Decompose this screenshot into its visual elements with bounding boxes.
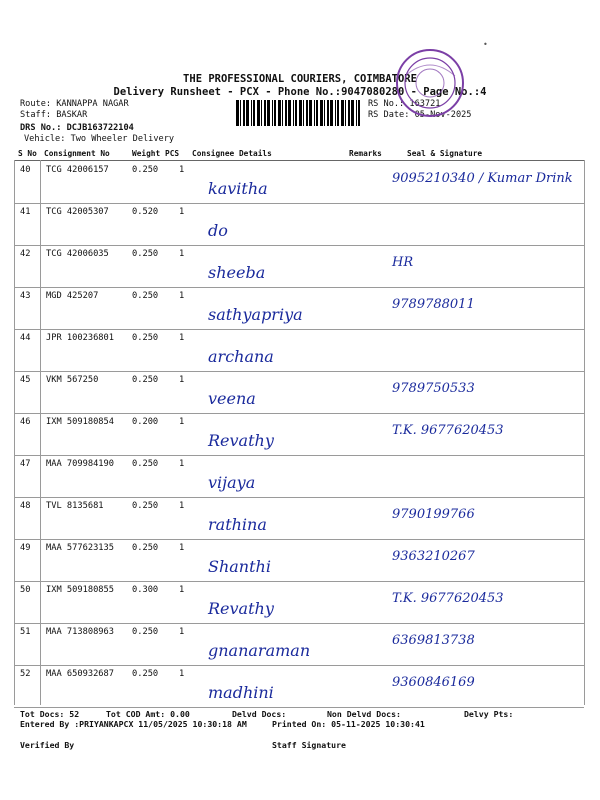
row-weight: 0.250 xyxy=(132,165,159,175)
row-sno: 46 xyxy=(20,417,31,427)
staff-label: Staff: BASKAR xyxy=(20,110,88,120)
barcode-bar xyxy=(251,100,252,126)
col-consignment: Consignment No xyxy=(44,149,110,158)
row-pcs: 1 xyxy=(179,627,185,637)
row-sno: 48 xyxy=(20,501,31,511)
table-row xyxy=(14,371,584,414)
row-weight: 0.200 xyxy=(132,417,159,427)
delivery-points: Delvy Pts: xyxy=(464,709,514,719)
barcode-bar xyxy=(337,100,339,126)
seal-signature-handwritten: HR xyxy=(392,255,414,270)
row-sno: 44 xyxy=(20,333,31,343)
barcode-bar xyxy=(282,100,283,126)
row-consignment-no: MAA 650932687 xyxy=(46,669,114,679)
barcode-bar xyxy=(246,100,249,126)
table-row xyxy=(14,665,584,708)
row-consignment-no: TVL 8135681 xyxy=(46,501,104,511)
col-pcs: PCS xyxy=(165,149,180,158)
row-sno: 47 xyxy=(20,459,31,469)
barcode-bar xyxy=(324,100,325,126)
barcode-bar xyxy=(274,100,276,126)
barcode-bar xyxy=(278,100,281,126)
round-stamp-image xyxy=(393,46,467,120)
seal-signature-handwritten: 9789788011 xyxy=(392,297,475,312)
seal-signature-handwritten: 9360846169 xyxy=(392,675,475,690)
row-sno: 40 xyxy=(20,165,31,175)
row-consignment-no: VKM 567250 xyxy=(46,375,99,385)
verified-by: Verified By xyxy=(20,740,75,750)
row-consignment-no: MAA 577623135 xyxy=(46,543,114,553)
seal-signature-handwritten: T.K. 9677620453 xyxy=(392,591,504,606)
consignee-name-handwritten: archana xyxy=(208,347,274,366)
table-row xyxy=(14,245,584,288)
runsheet-subtitle: Delivery Runsheet - PCX - Phone No.:9047080280 - Page No.:4 xyxy=(113,86,487,98)
row-weight: 0.250 xyxy=(132,375,159,385)
staff-signature: Staff Signature xyxy=(272,740,346,750)
row-pcs: 1 xyxy=(179,291,185,301)
row-pcs: 1 xyxy=(179,375,185,385)
stray-mark: • xyxy=(483,40,488,49)
barcode-bar xyxy=(327,100,329,126)
barcode-bar xyxy=(272,100,273,126)
barcode-bar xyxy=(285,100,287,126)
total-cod: Tot COD Amt: 0.00 xyxy=(106,709,190,719)
table-row xyxy=(14,161,584,204)
column-divider xyxy=(40,160,41,705)
row-pcs: 1 xyxy=(179,669,185,679)
row-weight: 0.300 xyxy=(132,585,159,595)
company-title: THE PROFESSIONAL COURIERS, COIMBATORE xyxy=(183,73,417,85)
consignee-name-handwritten: vijaya xyxy=(208,473,256,492)
row-pcs: 1 xyxy=(179,585,185,595)
barcode-bar xyxy=(335,100,336,126)
seal-signature-handwritten: 9789750533 xyxy=(392,381,475,396)
column-divider xyxy=(584,160,585,705)
barcode-bar xyxy=(345,100,346,126)
table-row xyxy=(14,203,584,246)
row-pcs: 1 xyxy=(179,249,185,259)
barcode-bar xyxy=(240,100,241,126)
row-consignment-no: IXM 509180854 xyxy=(46,417,114,427)
consignee-name-handwritten: rathina xyxy=(208,515,267,534)
barcode-bar xyxy=(316,100,318,126)
row-consignment-no: TCG 42005307 xyxy=(46,207,109,217)
barcode-bar xyxy=(295,100,297,126)
row-sno: 50 xyxy=(20,585,31,595)
barcode-bar xyxy=(351,100,354,126)
consignee-name-handwritten: Shanthi xyxy=(208,557,271,576)
row-sno: 43 xyxy=(20,291,31,301)
barcode-bar xyxy=(288,100,291,126)
barcode-bar xyxy=(253,100,255,126)
table-row xyxy=(14,581,584,624)
route-label: Route: KANNAPPA NAGAR xyxy=(20,99,129,109)
row-pcs: 1 xyxy=(179,165,185,175)
row-sno: 51 xyxy=(20,627,31,637)
col-weight: Weight xyxy=(132,149,161,158)
delivered-docs: Delvd Docs: xyxy=(232,709,287,719)
consignee-name-handwritten: madhini xyxy=(208,683,274,702)
column-divider xyxy=(14,160,15,705)
table-row xyxy=(14,623,584,666)
row-weight: 0.250 xyxy=(132,291,159,301)
barcode-bar xyxy=(243,100,245,126)
consignee-name-handwritten: veena xyxy=(208,389,256,408)
barcode-bar xyxy=(320,100,323,126)
consignee-name-handwritten: sheeba xyxy=(208,263,266,282)
printed-on: Printed On: 05-11-2025 10:30:41 xyxy=(272,719,425,729)
barcode-bar xyxy=(264,100,266,126)
seal-signature-handwritten: T.K. 9677620453 xyxy=(392,423,504,438)
vehicle-label: Vehicle: Two Wheeler Delivery xyxy=(24,134,175,144)
col-remarks: Remarks xyxy=(349,149,382,158)
barcode-bar xyxy=(306,100,308,126)
row-pcs: 1 xyxy=(179,207,185,217)
table-row xyxy=(14,497,584,540)
row-weight: 0.250 xyxy=(132,669,159,679)
row-consignment-no: IXM 509180855 xyxy=(46,585,114,595)
barcode-bar xyxy=(257,100,260,126)
row-weight: 0.250 xyxy=(132,543,159,553)
barcode-bar xyxy=(309,100,312,126)
row-weight: 0.250 xyxy=(132,501,159,511)
row-sno: 49 xyxy=(20,543,31,553)
barcode-bar xyxy=(236,100,239,126)
barcode-bar xyxy=(267,100,270,126)
row-consignment-no: MAA 713808963 xyxy=(46,627,114,637)
seal-signature-handwritten: 9790199766 xyxy=(392,507,475,522)
drs-number: DRS No.: DCJB163722104 xyxy=(20,123,134,133)
row-weight: 0.520 xyxy=(132,207,159,217)
table-row xyxy=(14,329,584,372)
row-weight: 0.250 xyxy=(132,627,159,637)
table-row xyxy=(14,413,584,456)
row-pcs: 1 xyxy=(179,459,185,469)
row-pcs: 1 xyxy=(179,543,185,553)
barcode-bar xyxy=(314,100,315,126)
rs-date: RS Date: 05-Nov-2025 xyxy=(368,110,472,120)
seal-signature-handwritten: 9363210267 xyxy=(392,549,475,564)
barcode-bar xyxy=(358,100,360,126)
row-sno: 45 xyxy=(20,375,31,385)
row-consignment-no: TCG 42006157 xyxy=(46,165,109,175)
barcode-bar xyxy=(303,100,304,126)
total-docs: Tot Docs: 52 xyxy=(20,709,80,719)
table-row xyxy=(14,539,584,582)
row-weight: 0.250 xyxy=(132,459,159,469)
row-consignment-no: JPR 100236801 xyxy=(46,333,114,343)
row-weight: 0.250 xyxy=(132,249,159,259)
barcode-bar xyxy=(341,100,344,126)
row-sno: 42 xyxy=(20,249,31,259)
entered-by: Entered By :PRIYANKAPCX 11/05/2025 10:30:18 AM xyxy=(20,719,247,729)
consignee-name-handwritten: Revathy xyxy=(208,599,274,618)
barcode-image xyxy=(236,100,364,126)
row-pcs: 1 xyxy=(179,417,185,427)
barcode-bar xyxy=(293,100,294,126)
col-seal: Seal & Signature xyxy=(407,149,483,158)
row-sno: 52 xyxy=(20,669,31,679)
consignee-name-handwritten: gnanaraman xyxy=(208,641,311,660)
column-header-row xyxy=(0,148,600,160)
col-consignee: Consignee Details xyxy=(192,149,272,158)
row-pcs: 1 xyxy=(179,501,185,511)
rs-number: RS No.: 163721 xyxy=(368,99,441,109)
row-pcs: 1 xyxy=(179,333,185,343)
barcode-bar xyxy=(330,100,333,126)
table-row xyxy=(14,455,584,498)
non-delivered-docs: Non Delvd Docs: xyxy=(327,709,401,719)
consignee-name-handwritten: sathyapriya xyxy=(208,305,303,324)
consignee-name-handwritten: Revathy xyxy=(208,431,274,450)
row-consignment-no: MGD 425207 xyxy=(46,291,99,301)
row-consignment-no: MAA 709984190 xyxy=(46,459,114,469)
seal-signature-handwritten: 9095210340 / Kumar Drink xyxy=(392,171,573,186)
row-sno: 41 xyxy=(20,207,31,217)
row-weight: 0.250 xyxy=(132,333,159,343)
table-row xyxy=(14,287,584,330)
barcode-bar xyxy=(299,100,302,126)
barcode-bar xyxy=(261,100,262,126)
barcode-bar xyxy=(348,100,350,126)
row-consignment-no: TCG 42006035 xyxy=(46,249,109,259)
barcode-bar xyxy=(356,100,357,126)
consignee-name-handwritten: do xyxy=(208,221,228,240)
seal-signature-handwritten: 6369813738 xyxy=(392,633,475,648)
consignee-name-handwritten: kavitha xyxy=(208,179,268,198)
col-sno: S No xyxy=(18,149,37,158)
